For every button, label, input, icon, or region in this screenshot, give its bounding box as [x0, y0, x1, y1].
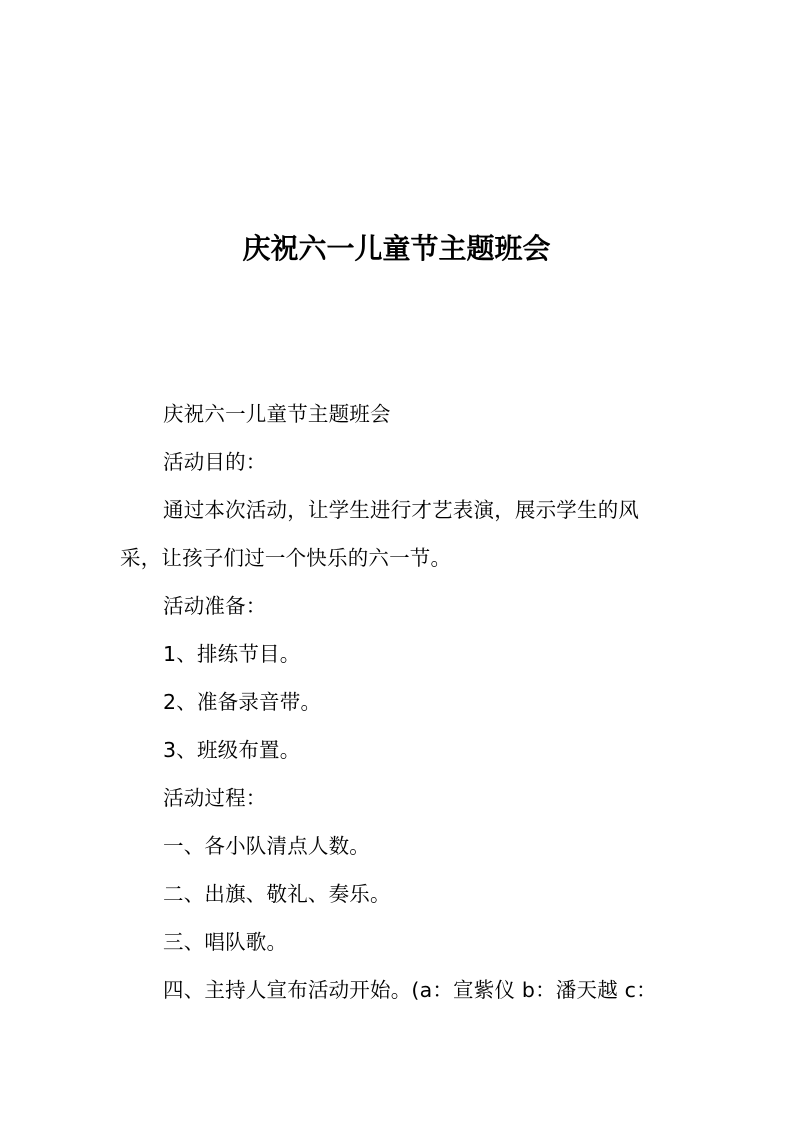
- document-body: [120, 390, 676, 1014]
- document-title: 庆祝六一儿童节主题班会: [242, 232, 551, 265]
- paragraph: 通过本次活动，让学生进行才艺表演，展示学生的风采，让孩子们过一个快乐的六一节。: [120, 498, 640, 570]
- paragraph: 庆祝六一儿童节主题班会: [163, 402, 391, 426]
- paragraph: 3、班级布置。: [163, 738, 301, 762]
- paragraph: 活动过程：: [163, 786, 267, 810]
- paragraph: 活动目的：: [163, 450, 267, 474]
- paragraph: 二、出旗、敬礼、奏乐。: [163, 882, 391, 906]
- paragraph: 三、唱队歌。: [163, 930, 288, 954]
- paragraph: 1、排练节目。: [163, 642, 301, 666]
- paragraph: 2、准备录音带。: [163, 690, 322, 714]
- paragraph: 活动准备：: [163, 594, 267, 618]
- paragraph: 四、主持人宣布活动开始。(a：宣紫仪 b：潘天越 c：: [163, 978, 657, 1002]
- paragraph: 一、各小队清点人数。: [163, 834, 370, 858]
